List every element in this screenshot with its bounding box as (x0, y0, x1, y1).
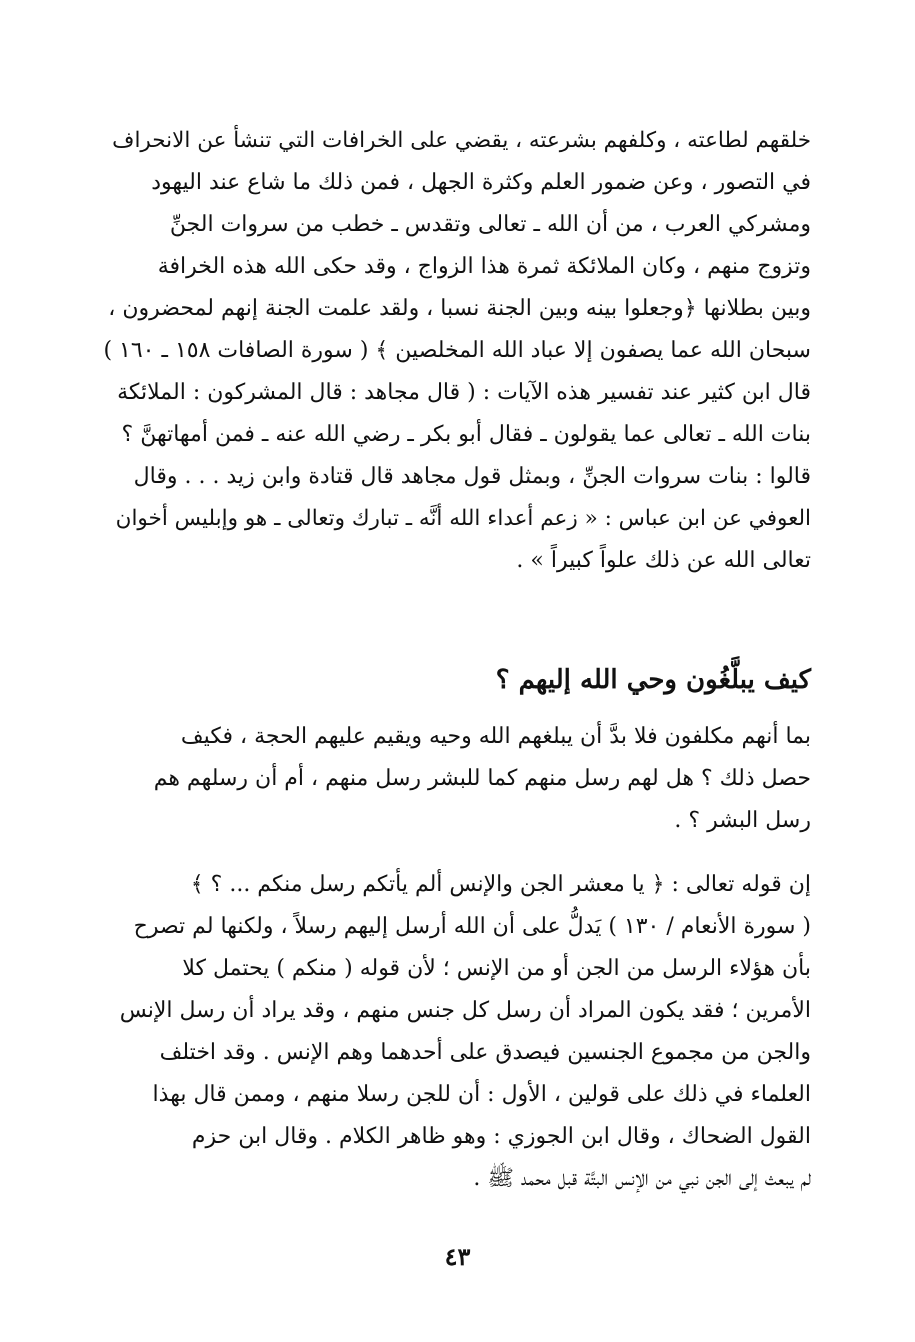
text-line: خلقهم لطاعته ، وكلفهم بشرعته ، يقضي على الخرافات التي تنشأ عن الانحراف (112, 128, 811, 153)
text-line: تعالى الله عن ذلك علواً كبيراً » . (516, 548, 811, 573)
text-line: بما أنهم مكلفون فلا بدَّ أن يبلغهم الله وحيه ويقيم عليهم الحجة ، فكيف (180, 724, 811, 749)
text-line: الأمرين ؛ فقد يكون المراد أن رسل كل جنس منهم ، وقد يراد أن رسل الإنس (119, 998, 811, 1023)
text-line: وبين بطلانها ﴿وجعلوا بينه وبين الجنة نسبا ، ولقد علمت الجنة إنهم لمحضرون ، (108, 296, 811, 321)
text-line: قال ابن كثير عند تفسير هذه الآيات : ( قال مجاهد : قال المشركون : الملائكة (117, 380, 811, 405)
text-line: لم يبعث إلى الجن نبي من الإنس البتَّة قبل محمد ﷺ . (473, 1166, 811, 1191)
section-heading: كيف يبلَّغُون وحي الله إليهم ؟ (495, 665, 811, 695)
page-number: ٤٣ (444, 1242, 471, 1271)
paragraph-gap (100, 842, 811, 864)
text-line: وتزوج منهم ، وكان الملائكة ثمرة هذا الزواج ، وقد حكى الله هذه الخرافة (157, 254, 811, 279)
text-line: في التصور ، وعن ضمور العلم وكثرة الجهل ، فمن ذلك ما شاع عند اليهود (151, 170, 811, 195)
text-line: قالوا : بنات سروات الجنِّ ، وبمثل قول مجاهد قال قتادة وابن زيد . . . وقال (133, 464, 811, 489)
text-line: بنات الله ـ تعالى عما يقولون ـ فقال أبو بكر ـ رضي الله عنه ـ فمن أمهاتهنَّ ؟ (121, 422, 811, 447)
text-line: ومشركي العرب ، من أن الله ـ تعالى وتقدس ـ خطب من سروات الجنِّ (169, 212, 811, 237)
text-line: والجن من مجموع الجنسين فيصدق على أحدهما وهم الإنس . وقد اختلف (159, 1040, 811, 1065)
text-line: العلماء في ذلك على قولين ، الأول : أن للجن رسلا منهم ، وممن قال بهذا (152, 1082, 811, 1107)
paragraph-question (100, 716, 811, 842)
paragraph-jinn-myth (100, 120, 811, 620)
text-line: سبحان الله عما يصفون إلا عباد الله المخلصين ﴾ ( سورة الصافات ١٥٨ ـ ١٦٠ ) (103, 338, 811, 363)
text-line: العوفي عن ابن عباس : « زعم أعداء الله أنَّه ـ تبارك وتعالى ـ هو وإبليس أخوان (115, 506, 811, 531)
text-line: إن قوله تعالى : ﴿ يا معشر الجن والإنس ألم يأتكم رسل منكم ... ؟ ﴾ (190, 872, 811, 897)
text-line: القول الضحاك ، وقال ابن الجوزي : وهو ظاهر الكلام . وقال ابن حزم (191, 1124, 811, 1149)
text-line: بأن هؤلاء الرسل من الجن أو من الإنس ؛ لأن قوله ( منكم ) يحتمل كلا (182, 956, 811, 981)
text-line: حصل ذلك ؟ هل لهم رسل منهم كما للبشر رسل منهم ، أم أن رسلهم هم (153, 766, 811, 791)
text-line: رسل البشر ؟ . (674, 808, 811, 833)
text-line: ( سورة الأنعام / ١٣٠ ) يَدلُّ على أن الله أرسل إليهم رسلاً ، ولكنها لم تصرح (133, 914, 811, 939)
paragraph-answer (100, 864, 811, 1200)
